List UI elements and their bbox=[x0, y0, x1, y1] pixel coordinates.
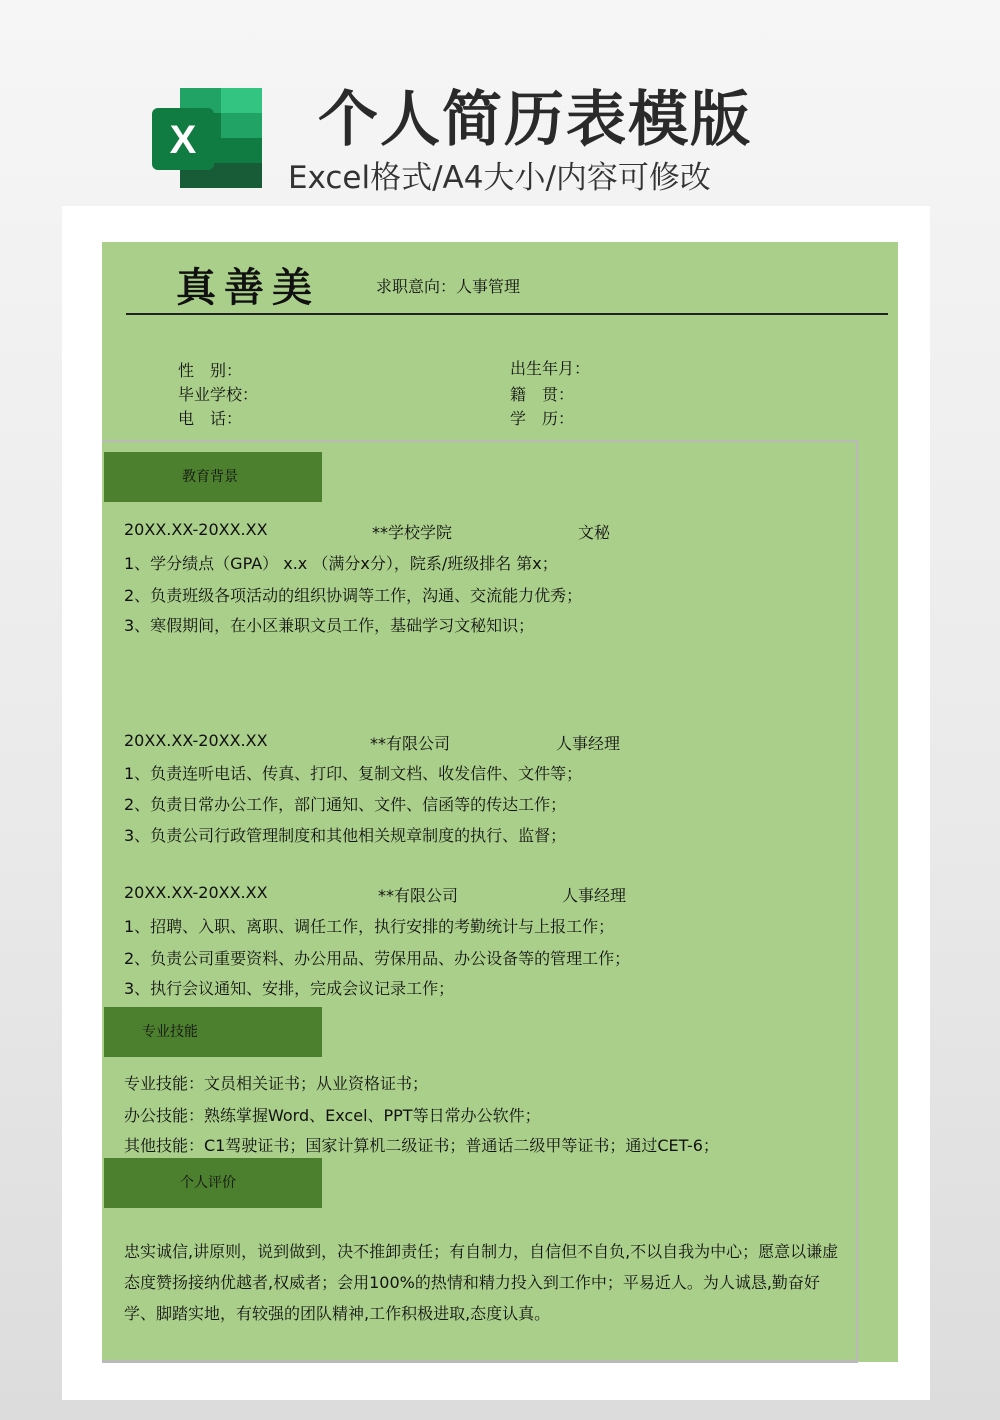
job-role: 人事经理 bbox=[556, 734, 621, 753]
edu-item: 3、寒假期间，在小区兼职文员工作，基础学习文秘知识； bbox=[124, 616, 535, 635]
info-birth: 出生年月： bbox=[510, 359, 591, 378]
job-org: **有限公司 bbox=[370, 734, 451, 753]
excel-logo-icon bbox=[152, 86, 264, 190]
job-org: **有限公司 bbox=[378, 886, 459, 905]
skill-line: 其他技能：C1驾驶证书；国家计算机二级证书；普通话二级甲等证书；通过CET-6； bbox=[124, 1136, 719, 1155]
info-phone: 电 话： bbox=[178, 409, 243, 428]
evaluation-text: 忠实诚信,讲原则，说到做到，决不推卸责任；有自制力，自信但不自负,不以自我为中心；愿意以谦虚态度赞扬接纳优越者,权威者；会用100%的热情和精力投入到工作中；平易近人。为人诚恳,勤奋好学、脚踏实地，有较强的团队精神,工作积极进取,态度认真。 bbox=[124, 1242, 839, 1323]
job-item: 3、执行会议通知、安排，完成会议记录工作； bbox=[124, 979, 455, 998]
job-date: 20XX.XX-20XX.XX bbox=[124, 883, 268, 902]
info-native: 籍 贯： bbox=[510, 385, 575, 404]
info-degree: 学 历： bbox=[510, 409, 575, 428]
job-date: 20XX.XX-20XX.XX bbox=[124, 731, 268, 750]
job-role: 人事经理 bbox=[562, 886, 627, 905]
job-item: 1、负责连听电话、传真、打印、复制文档、收发信件、文件等； bbox=[124, 764, 583, 783]
job-item: 2、负责日常办公工作，部门通知、文件、信函等的传达工作； bbox=[124, 795, 567, 814]
edu-date: 20XX.XX-20XX.XX bbox=[124, 520, 268, 539]
job-item: 3、负责公司行政管理制度和其他相关规章制度的执行、监督； bbox=[124, 826, 567, 845]
skill-line: 专业技能：文员相关证书；从业资格证书； bbox=[124, 1074, 429, 1093]
header-divider bbox=[126, 313, 888, 315]
section-evaluation: 个人评价 bbox=[104, 1158, 322, 1208]
info-school: 毕业学校： bbox=[178, 385, 259, 404]
section-education: 教育背景 bbox=[104, 452, 322, 502]
page-subtitle: Excel格式/A4大小/内容可修改 bbox=[288, 160, 711, 196]
section-skills: 专业技能 bbox=[104, 1007, 322, 1057]
resume-name: 真善美 bbox=[176, 265, 320, 311]
excel-logo-letter: X bbox=[169, 118, 197, 162]
job-item: 2、负责公司重要资料、办公用品、劳保用品、办公设备等的管理工作； bbox=[124, 949, 631, 968]
job-item: 1、招聘、入职、离职、调任工作，执行安排的考勤统计与上报工作； bbox=[124, 917, 615, 936]
edu-org: **学校学院 bbox=[372, 523, 453, 542]
edu-item: 1、学分绩点（GPA） x.x （满分x分），院系/班级排名 第x； bbox=[124, 554, 558, 573]
edu-role: 文秘 bbox=[578, 523, 611, 542]
page-title: 个人简历表模版 bbox=[318, 85, 752, 155]
edu-item: 2、负责班级各项活动的组织协调等工作，沟通、交流能力优秀； bbox=[124, 586, 583, 605]
skill-line: 办公技能：熟练掌握Word、Excel、PPT等日常办公软件； bbox=[124, 1106, 541, 1125]
info-gender: 性 别： bbox=[178, 361, 243, 380]
job-intention: 求职意向：人事管理 bbox=[376, 277, 521, 296]
